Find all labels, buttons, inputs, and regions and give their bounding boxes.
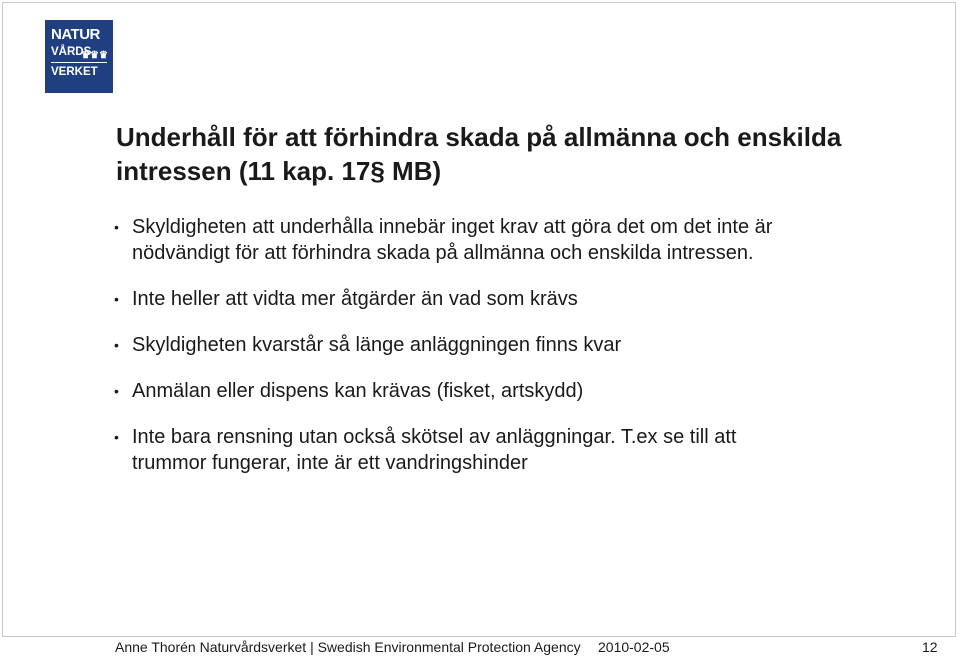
page-number: 12 [922,639,938,655]
bullet-text: Inte heller att vidta mer åtgärder än vad som krävs [132,288,578,310]
bullet-text: Inte bara rensning utan också skötsel av anläggningar. T.ex se till att trummor fungerar, inte är ett vandringshinder [132,426,737,474]
footer-author: Anne Thorén Naturvårdsverket | Swedish Environmental Protection Agency [115,639,581,655]
logo-line-3: VERKET [51,65,98,78]
bullet-dot-icon: • [114,291,119,307]
bullet-item [112,332,812,358]
bullet-item [112,424,812,476]
bullet-text: Anmälan eller dispens kan krävas (fisket, artskydd) [132,380,584,402]
bullet-item [112,286,812,312]
three-crowns-icon: ♛♛♛ [81,50,108,61]
logo-line-1: NATUR [51,26,100,43]
bullet-list [112,214,812,496]
footer-date: 2010-02-05 [598,639,670,655]
slide-title: Underhåll för att förhindra skada på allmänna och enskilda intressen (11 kap. 17§ MB) [116,122,842,186]
bullet-dot-icon: • [114,429,119,445]
bullet-dot-icon: • [114,383,119,399]
bullet-item [112,214,812,266]
bullet-text: Skyldigheten kvarstår så länge anläggningen finns kvar [132,334,622,356]
bullet-text: Skyldigheten att underhålla innebär inget krav att göra det om det inte är nödvändigt för att förhindra skada på allmänna och enskilda intressen. [132,216,773,264]
naturvardsverket-logo [45,20,113,93]
slide-footer [0,637,960,671]
bullet-dot-icon: • [114,337,119,353]
bullet-dot-icon: • [114,219,119,235]
logo-divider [51,62,107,63]
logo-line-2: VÅRDS [51,46,92,58]
bullet-item [112,378,812,404]
